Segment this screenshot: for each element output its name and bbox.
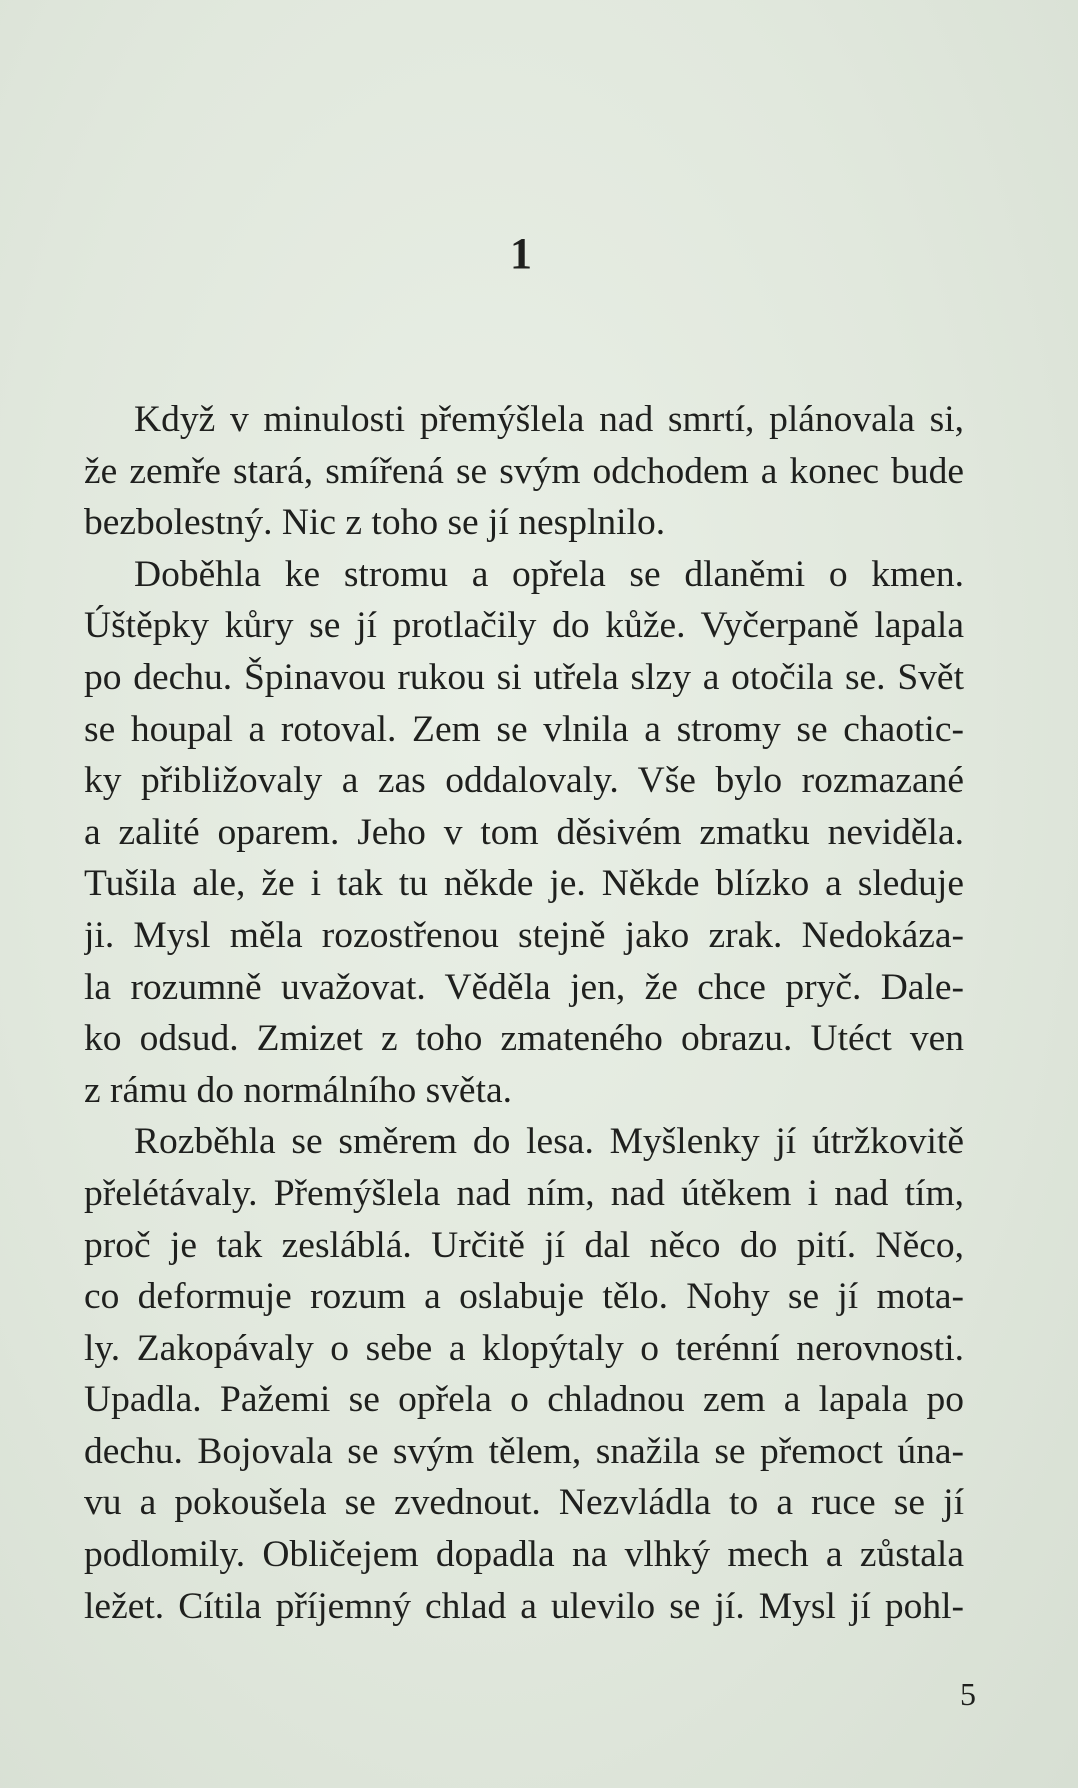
text-line: Když v minulosti přemýšlela nad smrtí, plánovala si, <box>134 399 964 440</box>
text-line: ko odsud. Zmizet z toho zmateného obrazu. Utéct ven <box>84 1018 964 1060</box>
text-line: ji. Mysl měla rozostřenou stejně jako zrak. Nedokáza- <box>84 914 964 956</box>
text-line: ly. Zakopávaly o sebe a klopýtaly o terénní nerovnosti. <box>84 1327 964 1369</box>
text-line: že zemře stará, smířená se svým odchodem a konec bude <box>84 450 964 492</box>
text-line: Doběhla ke stromu a opřela se dlaněmi o kmen. <box>134 553 964 595</box>
text-line: podlomily. Obličejem dopadla na vlhký mech a zůstala <box>84 1534 964 1576</box>
text-line: se houpal a rotoval. Zem se vlnila a stromy se chaotic- <box>84 708 964 750</box>
text-line: Upadla. Pažemi se opřela o chladnou zem a lapala po <box>84 1379 964 1421</box>
text-line: vu a pokoušela se zvednout. Nezvládla to a ruce se jí <box>84 1482 964 1524</box>
text-line: z rámu do normálního světa. <box>84 1069 513 1111</box>
text-line: proč je tak zesláblá. Určitě jí dal něco do pití. Něco, <box>84 1224 964 1266</box>
body-text <box>84 394 964 1632</box>
text-line: Úštěpky kůry se jí protlačily do kůže. Vyčerpaně lapala <box>84 605 964 647</box>
text-line: a zalité oparem. Jeho v tom děsivém zmatku neviděla. <box>84 811 964 853</box>
text-line: dechu. Bojovala se svým tělem, snažila se přemoct úna- <box>84 1430 964 1472</box>
text-line: la rozumně uvažovat. Věděla jen, že chce pryč. Dale- <box>84 966 964 1008</box>
text-line: co deformuje rozum a oslabuje tělo. Nohy se jí mota- <box>84 1276 964 1318</box>
page-number: 5 <box>960 1676 976 1712</box>
chapter-number: 1 <box>510 229 532 278</box>
text-line: Tušila ale, že i tak tu někde je. Někde blízko a sleduje <box>84 863 964 905</box>
text-line: přelétávaly. Přemýšlela nad ním, nad útěkem i nad tím, <box>84 1172 964 1214</box>
text-line: ležet. Cítila příjemný chlad a ulevilo se jí. Mysl jí pohl- <box>84 1585 964 1627</box>
text-line: Rozběhla se směrem do lesa. Myšlenky jí útržkovitě <box>134 1121 964 1163</box>
text-line: po dechu. Špinavou rukou si utřela slzy a otočila se. Svět <box>84 656 964 698</box>
text-line: bezbolestný. Nic z toho se jí nesplnilo. <box>84 502 666 544</box>
text-line: ky přibližovaly a zas oddalovaly. Vše bylo rozmazané <box>84 760 964 802</box>
